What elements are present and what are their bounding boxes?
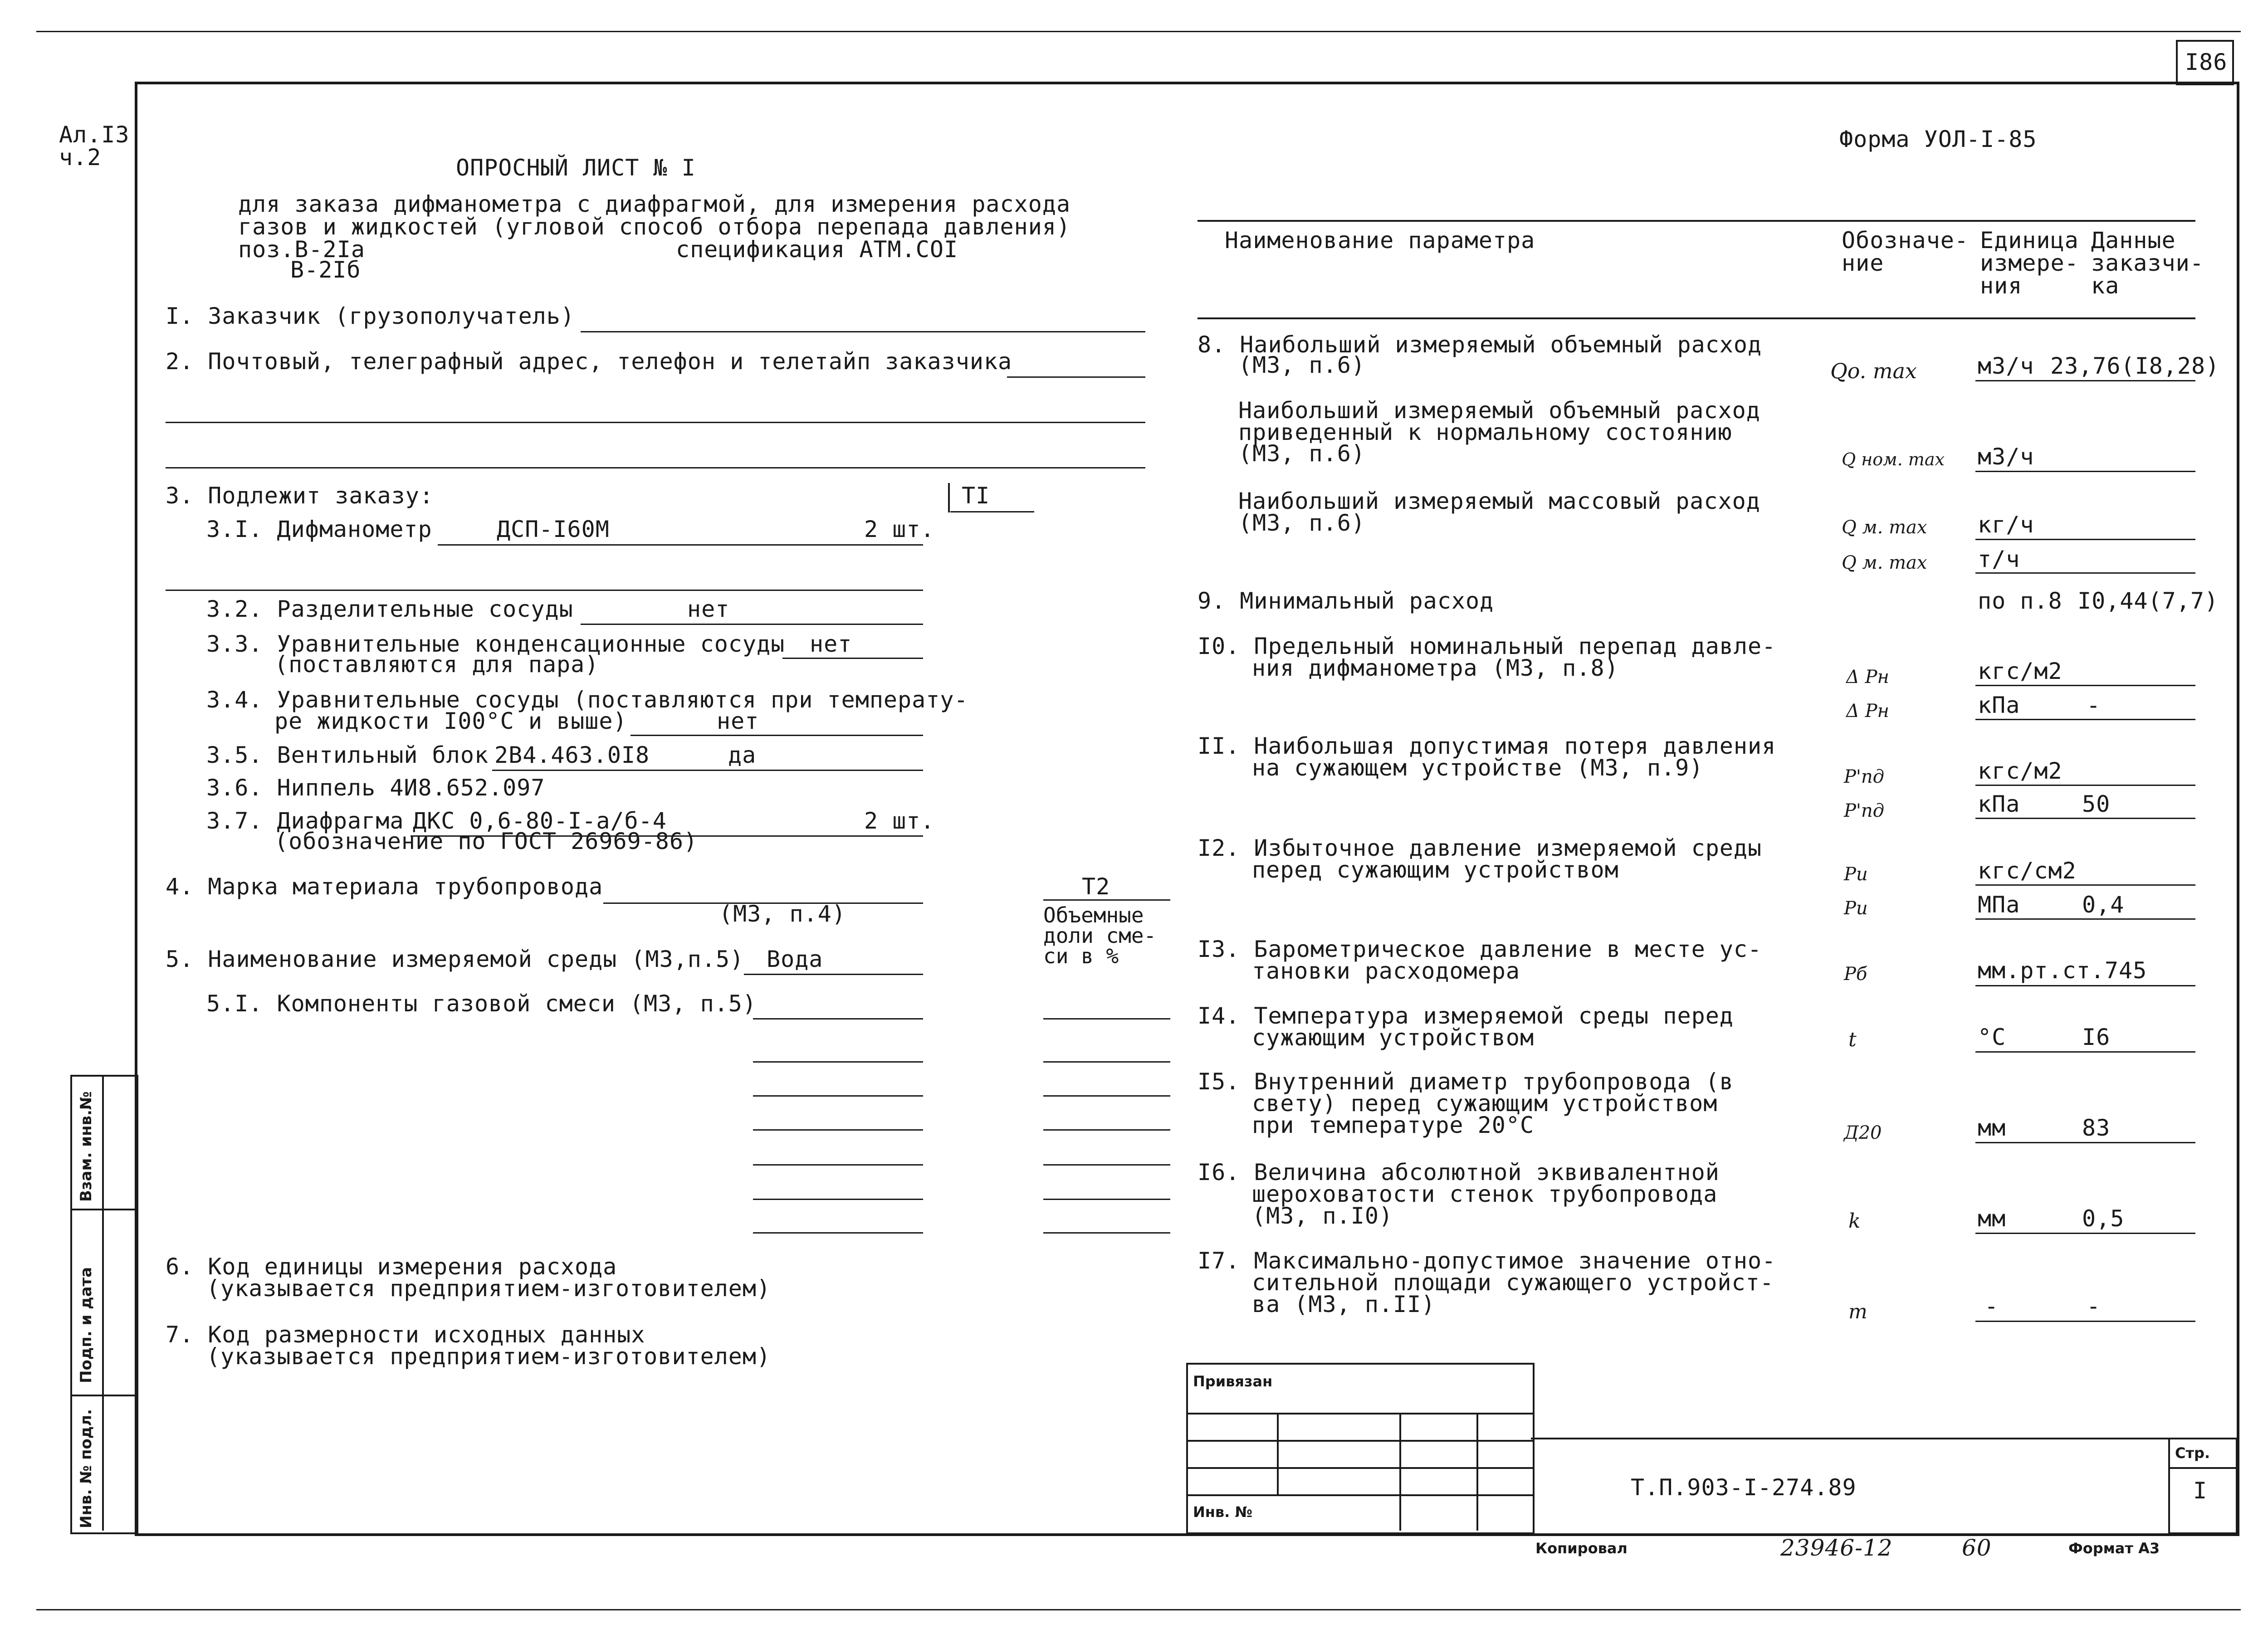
row-14-unit: °С <box>1978 1024 2006 1050</box>
row-17-line1: I7. Максимально-допустимое значение отно- <box>1198 1248 1776 1274</box>
row-13-symbol: Рб <box>1844 964 1867 985</box>
bottom-cut-line <box>36 1609 2241 1610</box>
item-3-7-label: 3.7. Диафрагма <box>206 808 404 834</box>
row-17-line2: сительной площади сужающего устройст- <box>1252 1269 1774 1296</box>
subtitle-pos2: В-2Iб <box>290 257 361 283</box>
item-3-3-note: (поставляются для пара) <box>274 651 599 678</box>
item-3-3-value[interactable]: нет <box>810 631 852 657</box>
item-6-line2: (указывается предприятием-изготовителем) <box>206 1275 771 1302</box>
item-3-2-label: 3.2. Разделительные сосуды <box>206 596 573 622</box>
page-box-rule <box>2168 1467 2236 1469</box>
row-11-unit-1: кгс/м2 <box>1978 758 2063 784</box>
gas-component-3[interactable] <box>753 1095 923 1097</box>
item-3-label: 3. Подлежит заказу: <box>166 483 434 509</box>
gas-component-6[interactable] <box>753 1199 923 1200</box>
gas-component-5-share[interactable] <box>1043 1164 1170 1166</box>
t1-underline <box>950 511 1034 512</box>
t1-label: TI <box>962 483 990 509</box>
privyazan-rule-3 <box>1186 1467 1533 1469</box>
side-stamp-sep1 <box>70 1209 137 1210</box>
row-10-field-1[interactable] <box>1975 685 2195 686</box>
row-10-value-2[interactable]: - <box>2087 692 2101 718</box>
gas-component-4-share[interactable] <box>1043 1129 1170 1131</box>
row-16-value[interactable]: 0,5 <box>2082 1205 2125 1232</box>
row-8c-field-2[interactable] <box>1975 572 2195 574</box>
item-3-6: 3.6. Ниппель 4И8.652.097 <box>206 775 545 801</box>
row-8b-unit: м3/ч <box>1978 444 2034 470</box>
row-8-unit: м3/ч <box>1978 353 2034 379</box>
row-15-field <box>1975 1142 2195 1143</box>
item-3-1-qty: 2 шт. <box>864 516 935 542</box>
row-8b-line3: (МЗ, п.6) <box>1238 440 1365 467</box>
row-11-value-2[interactable]: 50 <box>2082 791 2111 817</box>
gas-component-5[interactable] <box>753 1164 923 1166</box>
row-8-line1: 8. Наибольший измеряемый объемный расход <box>1198 332 1762 358</box>
row-11-unit-2: кПа <box>1978 791 2020 817</box>
item-1-field[interactable] <box>581 331 1145 332</box>
row-15-line3: при температуре 20°С <box>1252 1112 1535 1138</box>
item-3-5-answer[interactable]: да <box>728 742 757 768</box>
row-14-symbol: t <box>1848 1028 1857 1051</box>
row-16-line3: (МЗ, п.I0) <box>1252 1203 1393 1229</box>
row-8-field <box>1975 380 2195 381</box>
page-value: I <box>2193 1478 2208 1504</box>
item-6-line1: 6. Код единицы измерения расхода <box>166 1254 617 1280</box>
document-title: ОПРОСНЫЙ ЛИСТ № I <box>456 155 696 181</box>
item-2-label: 2. Почтовый, телеграфный адрес, телефон и телетайп заказчика <box>166 348 1012 375</box>
row-11-symbol-1: Р'пд <box>1844 766 1885 787</box>
row-8c-line1: Наибольший измеряемый массовый расход <box>1238 488 1760 514</box>
t1-marker <box>948 483 950 512</box>
gas-component-2-share[interactable] <box>1043 1061 1170 1063</box>
privyazan-col-3 <box>1476 1413 1478 1531</box>
row-16-line1: I6. Величина абсолютной эквивалентной <box>1198 1159 1720 1185</box>
header-unit-1: Единица <box>1980 227 2079 254</box>
copy-number: 23946-12 <box>1780 1535 1893 1561</box>
gas-component-1[interactable] <box>753 1018 923 1019</box>
privyazan-rule-1 <box>1186 1413 1533 1415</box>
header-data-3: ка <box>2091 273 2120 299</box>
item-3-5-label: 3.5. Вентильный блок <box>206 742 489 768</box>
copied-label: Копировал <box>1535 1540 1628 1557</box>
header-data-1: Данные <box>2091 227 2176 254</box>
header-symbol-1: Обозначе- <box>1842 227 1969 254</box>
t2-label: Т2 <box>1082 873 1110 900</box>
row-15-line1: I5. Внутренний диаметр трубопровода (в <box>1198 1068 1734 1095</box>
item-3-4-field <box>631 735 923 736</box>
row-16-unit: мм <box>1978 1205 2006 1232</box>
t2-caption-line1: Объемные <box>1043 903 1144 927</box>
item-5-1-label: 5.I. Компоненты газовой смеси (МЗ, п.5) <box>206 990 757 1017</box>
row-11-line1: II. Наибольшая допустимая потеря давления <box>1198 733 1776 759</box>
t2-underline <box>1043 899 1170 901</box>
row-8c-symbol-2: Q м. max <box>1842 552 1927 573</box>
row-17-unit: - <box>1984 1293 1999 1319</box>
privyazan-col-1 <box>1277 1413 1279 1494</box>
item-5-field <box>744 974 923 975</box>
item-3-1-label: 3.I. Дифманометр <box>206 516 432 542</box>
row-15-unit: мм <box>1978 1115 2006 1141</box>
item-2-field-line2[interactable] <box>166 422 1145 423</box>
gas-component-4[interactable] <box>753 1129 923 1131</box>
subtitle-spec: спецификация АТМ.СОI <box>676 236 958 263</box>
side-stamp-sep2 <box>70 1395 137 1396</box>
privyazan-label: Привязан <box>1193 1373 1273 1390</box>
row-10-unit-2: кПа <box>1978 692 2020 718</box>
row-12-field-2 <box>1975 918 2195 920</box>
row-9-unit: по п.8 <box>1978 588 2063 614</box>
row-13-unit[interactable]: мм.рт.ст.745 <box>1978 957 2147 984</box>
inv-no-label: Инв. № <box>1193 1503 1252 1521</box>
subtitle-line1: для заказа дифманометра с диафрагмой, для измерения расхода <box>238 191 1071 217</box>
row-17-symbol: m <box>1848 1300 1867 1323</box>
item-3-3-label: 3.3. Уравнительные конденсационные сосуды <box>206 631 785 657</box>
side-stamp-podp: Подп. и дата <box>77 1267 95 1383</box>
side-stamp-vzam: Взам. инв.№ <box>77 1091 95 1202</box>
row-10-field-2 <box>1975 719 2195 720</box>
row-15-line2: свету) перед сужающим устройством <box>1252 1090 1718 1117</box>
item-3-7-value[interactable]: ДКС 0,6-80-I-а/б-4 <box>413 808 667 834</box>
item-4-label: 4. Марка материала трубопровода <box>166 873 603 900</box>
item-3-1-extra-line[interactable] <box>166 590 923 591</box>
row-9-label: 9. Минимальный расход <box>1198 588 1494 614</box>
item-3-5-value[interactable]: 2В4.463.0I8 <box>494 742 650 768</box>
album-ref-line2: ч.2 <box>59 144 102 171</box>
t2-caption-line3: си в % <box>1043 944 1119 968</box>
item-3-1-field <box>438 544 923 546</box>
item-2-field-line3[interactable] <box>166 467 1145 468</box>
row-8-line2: (МЗ, п.6) <box>1238 352 1365 378</box>
row-10-symbol-2: Δ Рн <box>1846 701 1889 722</box>
row-8b-line2: приведенный к нормальному состоянию <box>1238 419 1732 445</box>
row-16-symbol: k <box>1848 1210 1861 1233</box>
row-8b-line1: Наибольший измеряемый объемный расход <box>1238 397 1760 424</box>
row-10-line1: I0. Предельный номинальный перепад давле- <box>1198 633 1776 659</box>
row-15-symbol: Д20 <box>1844 1122 1882 1143</box>
row-12-value-2[interactable]: 0,4 <box>2082 892 2125 918</box>
item-4-note: (МЗ, п.4) <box>719 901 846 927</box>
item-5-label: 5. Наименование измеряемой среды (МЗ,п.5) <box>166 946 744 972</box>
row-14-field <box>1975 1051 2195 1053</box>
gas-component-6-share[interactable] <box>1043 1199 1170 1200</box>
header-unit-2: измере- <box>1980 250 2079 276</box>
row-8c-unit-1: кг/ч <box>1978 512 2034 538</box>
paper-format: Формат А3 <box>2068 1540 2160 1557</box>
t2-caption-line2: доли сме- <box>1043 923 1157 948</box>
sheet-number: I86 <box>2185 49 2228 75</box>
row-14-value[interactable]: I6 <box>2082 1024 2111 1050</box>
top-cut-line <box>36 31 2241 32</box>
item-3-3-field <box>782 658 923 659</box>
row-13-line2: тановки расходомера <box>1252 958 1520 984</box>
row-11-field-2 <box>1975 818 2195 819</box>
row-17-field <box>1975 1321 2195 1322</box>
row-11-field-1[interactable] <box>1975 785 2195 786</box>
privyazan-col-2 <box>1399 1413 1401 1531</box>
row-14-line1: I4. Температура измеряемой среды перед <box>1198 1003 1734 1029</box>
row-12-field-1[interactable] <box>1975 884 2195 886</box>
row-12-symbol-1: Ри <box>1844 864 1868 885</box>
item-3-1-value[interactable]: ДСП-I60М <box>497 516 610 542</box>
doc-code-top-rule <box>1531 1438 2234 1439</box>
privyazan-rule-2 <box>1186 1440 1533 1442</box>
row-8-symbol: Qo. max <box>1830 359 1917 383</box>
row-16-line2: шероховатости стенок трубопровода <box>1252 1181 1718 1207</box>
row-8b-field[interactable] <box>1975 471 2195 472</box>
item-5-value[interactable]: Вода <box>767 946 823 972</box>
row-9-value[interactable]: I0,44(7,7) <box>2077 588 2219 614</box>
subtitle-pos1: поз.В-2Iа <box>238 236 365 263</box>
item-3-4-line2: ре жидкости I00°С и выше) <box>274 708 627 734</box>
gas-component-7[interactable] <box>753 1232 923 1234</box>
table-header-rule <box>1198 317 2195 319</box>
gas-component-2[interactable] <box>753 1061 923 1063</box>
row-12-line1: I2. Избыточное давление измеряемой среды <box>1198 835 1762 861</box>
header-symbol-2: ние <box>1842 250 1884 276</box>
row-17-value[interactable]: - <box>2087 1293 2101 1319</box>
row-12-unit-1: кгс/см2 <box>1978 858 2077 884</box>
row-11-symbol-2: Р'пд <box>1844 800 1885 821</box>
row-8c-line2: (МЗ, п.6) <box>1238 510 1365 536</box>
header-name: Наименование параметра <box>1225 227 1535 254</box>
row-12-symbol-2: Ри <box>1844 898 1868 919</box>
side-stamp-inv-podl: Инв. № подл. <box>77 1409 95 1528</box>
row-10-line2: ния дифманометра (МЗ, п.8) <box>1252 655 1619 681</box>
item-2-field[interactable] <box>1007 376 1145 378</box>
document-code: Т.П.903-I-274.89 <box>1631 1474 1857 1501</box>
header-unit-3: ния <box>1980 273 2023 299</box>
row-10-unit-1: кгс/м2 <box>1978 658 2063 684</box>
row-8c-unit-2: т/ч <box>1978 546 2020 572</box>
row-13-line1: I3. Барометрическое давление в месте ус- <box>1198 936 1762 962</box>
row-16-field <box>1975 1233 2195 1234</box>
subtitle-line2: газов и жидкостей (угловой способ отбора перепада давления) <box>238 214 1071 240</box>
row-11-line2: на сужающем устройстве (МЗ, п.9) <box>1252 755 1704 781</box>
row-8b-symbol: Q ном. max <box>1842 449 1945 469</box>
row-8-value[interactable]: 23,76(I8,28) <box>2050 353 2220 379</box>
row-13-field <box>1975 985 2195 986</box>
gas-component-7-share[interactable] <box>1043 1232 1170 1234</box>
row-15-value[interactable]: 83 <box>2082 1115 2111 1141</box>
row-8c-field-1[interactable] <box>1975 539 2195 540</box>
header-data-2: заказчи- <box>2091 250 2204 276</box>
item-3-5-field <box>492 770 923 771</box>
item-7-line2: (указывается предприятием-изготовителем) <box>206 1343 771 1370</box>
copy-sheet: 60 <box>1962 1535 1992 1561</box>
item-3-2-value[interactable]: нет <box>687 596 730 622</box>
table-top-rule <box>1198 220 2195 222</box>
row-17-line3: ва (МЗ, п.II) <box>1252 1291 1436 1317</box>
item-3-7-note: (обозначение по ГОСТ 26969-86) <box>274 828 698 854</box>
item-3-4-line1: 3.4. Уравнительные сосуды (поставляются при температу- <box>206 687 968 713</box>
form-code: Форма УОЛ-I-85 <box>1839 126 2037 152</box>
row-8c-symbol-1: Q м. max <box>1842 517 1927 538</box>
side-stamp-divider <box>102 1075 104 1531</box>
row-12-unit-2: МПа <box>1978 892 2020 918</box>
gas-component-1-share[interactable] <box>1043 1018 1170 1019</box>
row-10-symbol-1: Δ Рн <box>1846 667 1889 688</box>
item-3-4-value[interactable]: нет <box>717 708 759 734</box>
item-7-line1: 7. Код размерности исходных данных <box>166 1322 645 1348</box>
album-ref-line1: Ал.I3 <box>59 122 130 148</box>
privyazan-rule-4 <box>1186 1494 1533 1496</box>
gas-component-3-share[interactable] <box>1043 1095 1170 1097</box>
item-3-7-qty: 2 шт. <box>864 808 935 834</box>
page-label: Стр. <box>2175 1444 2210 1462</box>
row-14-line2: сужающим устройством <box>1252 1024 1535 1051</box>
item-1-label: I. Заказчик (грузополучатель) <box>166 303 575 329</box>
item-3-2-field <box>581 624 923 625</box>
row-12-line2: перед сужающим устройством <box>1252 857 1619 883</box>
